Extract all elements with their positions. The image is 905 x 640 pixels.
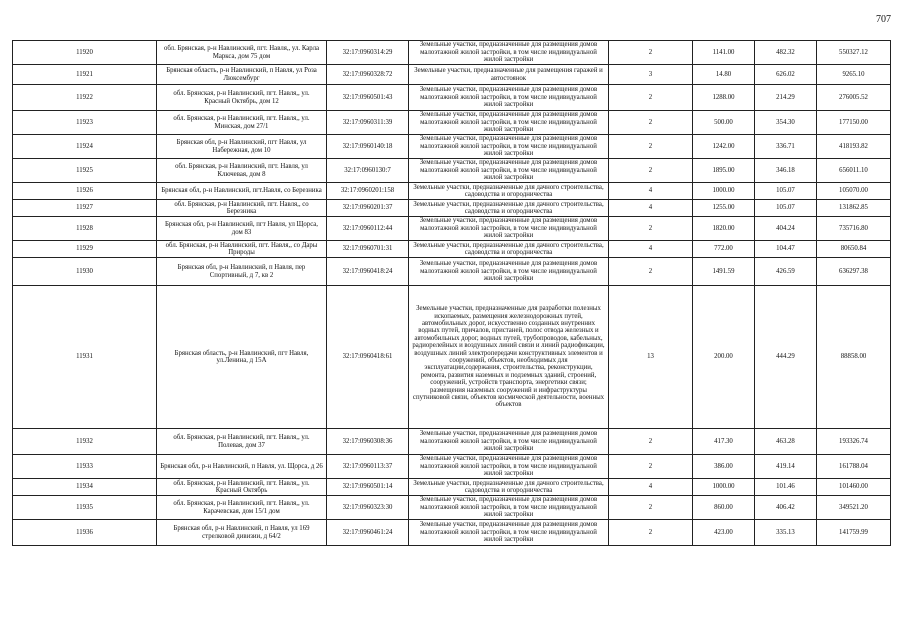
cadastral-number-cell: 32:17:0960308:36 xyxy=(327,429,409,455)
cadastral-value-cell: 735716.80 xyxy=(817,217,891,241)
cadastral-value-cell: 656011.10 xyxy=(817,159,891,183)
cadastral-value-cell: 193326.74 xyxy=(817,429,891,455)
address-cell: Брянская обл, р-н Навлинский, пгт Навля, ул Щорса, дом 83 xyxy=(157,217,327,241)
address-cell: обл. Брянская, р-н Навлинский, пгт. Навля,, ул. Красный Октябрь xyxy=(157,479,327,496)
address-cell: Брянская область, р-н Навлинский, пгт Навля, ул.Ленина, д 15А xyxy=(157,286,327,429)
specific-value-cell: 104.47 xyxy=(755,241,817,258)
address-cell: Брянская обл, р-н Навлинский, п Навля, пер Спортивный, д 7, кв 2 xyxy=(157,258,327,286)
land-use-cell: Земельные участки, предназначенные для дачного строительства, садоводства и огородничества xyxy=(409,183,609,200)
specific-value-cell: 463.28 xyxy=(755,429,817,455)
area-cell: 1000.00 xyxy=(693,479,755,496)
cadastral-number-cell: 32:17:0960328:72 xyxy=(327,65,409,85)
table-row xyxy=(13,429,891,455)
cadastral-value-cell: 418193.82 xyxy=(817,135,891,159)
table-row xyxy=(13,183,891,200)
use-group-cell: 2 xyxy=(609,496,693,520)
row-id-cell: 11925 xyxy=(13,159,157,183)
land-use-cell: Земельные участки, предназначенные для дачного строительства, садоводства и огородничества xyxy=(409,200,609,217)
table-row xyxy=(13,111,891,135)
cadastral-value-cell: 88858.00 xyxy=(817,286,891,429)
use-group-cell: 4 xyxy=(609,479,693,496)
cadastral-number-cell: 32:17:0960501:43 xyxy=(327,85,409,111)
row-id-cell: 11923 xyxy=(13,111,157,135)
specific-value-cell: 419.14 xyxy=(755,455,817,479)
use-group-cell: 2 xyxy=(609,217,693,241)
use-group-cell: 2 xyxy=(609,520,693,546)
table-row xyxy=(13,159,891,183)
use-group-cell: 4 xyxy=(609,183,693,200)
table-row xyxy=(13,217,891,241)
land-use-cell: Земельные участки, предназначенные для размещения домов малоэтажной жилой застройки, в том числе индивидуальной жилой застройки xyxy=(409,496,609,520)
land-use-cell: Земельные участки, предназначенные для размещения домов малоэтажной жилой застройки, в том числе индивидуальной жилой застройки xyxy=(409,217,609,241)
use-group-cell: 2 xyxy=(609,258,693,286)
area-cell: 772.00 xyxy=(693,241,755,258)
specific-value-cell: 105.07 xyxy=(755,183,817,200)
cadastral-number-cell: 32:17:0960130:7 xyxy=(327,159,409,183)
specific-value-cell: 626.02 xyxy=(755,65,817,85)
row-id-cell: 11932 xyxy=(13,429,157,455)
land-use-cell: Земельные участки, предназначенные для размещения домов малоэтажной жилой застройки, в том числе индивидуальной жилой застройки xyxy=(409,258,609,286)
cadastral-value-cell: 101460.00 xyxy=(817,479,891,496)
row-id-cell: 11929 xyxy=(13,241,157,258)
area-cell: 1820.00 xyxy=(693,217,755,241)
specific-value-cell: 346.18 xyxy=(755,159,817,183)
address-cell: обл. Брянская, р-н Навлинский, пгт. Навля,, ул. Минская, дом 27/1 xyxy=(157,111,327,135)
address-cell: Брянская область, р-н Навлинский, п Навля, ул Роза Люксембург xyxy=(157,65,327,85)
address-cell: Брянская обл, р-н Навлинский, п Навля, ул. Щорса, д 26 xyxy=(157,455,327,479)
land-use-cell: Земельные участки, предназначенные для разработки полезных ископаемых, размещения железнодорожных путей, автомобильных дорог, искусственно созданных внутренних водных путей, причалов, пристаней, полос отвода железных и автомобильных дорог, водных путей, трубопроводов, кабельных, радиорелейных и воздушных линий связи и линий радиофикации, воздушных линий электропередачи конструктивных элементов и сооружений, объектов, необходимых для эксплуатации,содержания, строительства, реконструкции, ремонта, развития наземных и подземных зданий, строений, сооружений, устройств транспорта, энергетики связи; размещения наземных сооружений и инфраструктуры спутниковой связи, объектов космической деятельности, военных объектов xyxy=(409,286,609,429)
specific-value-cell: 406.42 xyxy=(755,496,817,520)
specific-value-cell: 101.46 xyxy=(755,479,817,496)
land-use-cell: Земельные участки, предназначенные для размещения домов малоэтажной жилой застройки, в том числе индивидуальной жилой застройки xyxy=(409,111,609,135)
area-cell: 423.00 xyxy=(693,520,755,546)
table-row xyxy=(13,496,891,520)
row-id-cell: 11930 xyxy=(13,258,157,286)
specific-value-cell: 214.29 xyxy=(755,85,817,111)
area-cell: 860.00 xyxy=(693,496,755,520)
cadastral-number-cell: 32:17:0960501:14 xyxy=(327,479,409,496)
cadastral-number-cell: 32:17:0960314:29 xyxy=(327,41,409,65)
area-cell: 1242.00 xyxy=(693,135,755,159)
area-cell: 1288.00 xyxy=(693,85,755,111)
land-use-cell: Земельные участки, предназначенные для размещения домов малоэтажной жилой застройки, в том числе индивидуальной жилой застройки xyxy=(409,135,609,159)
land-use-cell: Земельные участки, предназначенные для дачного строительства, садоводства и огородничества xyxy=(409,479,609,496)
table-row xyxy=(13,200,891,217)
address-cell: обл. Брянская, р-н Навлинский, пгт. Навля, ул Ключевая, дом 8 xyxy=(157,159,327,183)
use-group-cell: 3 xyxy=(609,65,693,85)
row-id-cell: 11936 xyxy=(13,520,157,546)
cadastral-number-cell: 32:17:0960311:39 xyxy=(327,111,409,135)
use-group-cell: 4 xyxy=(609,200,693,217)
area-cell: 1000.00 xyxy=(693,183,755,200)
row-id-cell: 11934 xyxy=(13,479,157,496)
table-row xyxy=(13,85,891,111)
area-cell: 1895.00 xyxy=(693,159,755,183)
area-cell: 1255.00 xyxy=(693,200,755,217)
cadastral-value-cell: 131862.85 xyxy=(817,200,891,217)
use-group-cell: 2 xyxy=(609,429,693,455)
row-id-cell: 11931 xyxy=(13,286,157,429)
row-id-cell: 11928 xyxy=(13,217,157,241)
use-group-cell: 2 xyxy=(609,41,693,65)
address-cell: обл. Брянская, р-н Навлинский, пгт. Навля,, ул. Карла Маркса, дом 75 дом xyxy=(157,41,327,65)
row-id-cell: 11921 xyxy=(13,65,157,85)
table-row xyxy=(13,41,891,65)
table-row xyxy=(13,479,891,496)
use-group-cell: 13 xyxy=(609,286,693,429)
cadastral-value-cell: 9265.10 xyxy=(817,65,891,85)
area-cell: 14.80 xyxy=(693,65,755,85)
specific-value-cell: 444.29 xyxy=(755,286,817,429)
cadastral-number-cell: 32:17:0960113:37 xyxy=(327,455,409,479)
address-cell: Брянская обл, р-н Навлинский, п Навля, ул 169 стрелковой дивизии, д 64/2 xyxy=(157,520,327,546)
cadastral-number-cell: 32:17:0960201:158 xyxy=(327,183,409,200)
land-use-cell: Земельные участки, предназначенные для размещения гаражей и автостоянок xyxy=(409,65,609,85)
table-row xyxy=(13,286,891,429)
cadastral-value-cell: 276005.52 xyxy=(817,85,891,111)
specific-value-cell: 426.59 xyxy=(755,258,817,286)
row-id-cell: 11927 xyxy=(13,200,157,217)
land-use-cell: Земельные участки, предназначенные для размещения домов малоэтажной жилой застройки, в том числе индивидуальной жилой застройки xyxy=(409,41,609,65)
cadastral-value-cell: 177150.00 xyxy=(817,111,891,135)
address-cell: обл. Брянская, р-н Навлинский, пгт. Навля,, со Дары Природы xyxy=(157,241,327,258)
use-group-cell: 2 xyxy=(609,135,693,159)
cadastral-number-cell: 32:17:0960418:24 xyxy=(327,258,409,286)
land-use-cell: Земельные участки, предназначенные для размещения домов малоэтажной жилой застройки, в том числе индивидуальной жилой застройки xyxy=(409,429,609,455)
cadastral-number-cell: 32:17:0960461:24 xyxy=(327,520,409,546)
address-cell: обл. Брянская, р-н Навлинский, пгт. Навля,, ул. Карачевская, дом 15/1 дом xyxy=(157,496,327,520)
cadastral-value-cell: 141759.99 xyxy=(817,520,891,546)
land-use-cell: Земельные участки, предназначенные для размещения домов малоэтажной жилой застройки, в том числе индивидуальной жилой застройки xyxy=(409,159,609,183)
land-use-cell: Земельные участки, предназначенные для размещения домов малоэтажной жилой застройки, в том числе индивидуальной жилой застройки xyxy=(409,455,609,479)
page-number: 707 xyxy=(876,14,891,25)
use-group-cell: 2 xyxy=(609,85,693,111)
address-cell: Брянская обл, р-н Навлинский, пгт.Навля, со Березника xyxy=(157,183,327,200)
specific-value-cell: 336.71 xyxy=(755,135,817,159)
cadastral-value-cell: 105070.00 xyxy=(817,183,891,200)
area-cell: 1141.00 xyxy=(693,41,755,65)
table-row xyxy=(13,135,891,159)
specific-value-cell: 404.24 xyxy=(755,217,817,241)
cadastral-number-cell: 32:17:0960140:18 xyxy=(327,135,409,159)
cadastral-value-cell: 636297.38 xyxy=(817,258,891,286)
table-row xyxy=(13,65,891,85)
land-use-cell: Земельные участки, предназначенные для размещения домов малоэтажной жилой застройки, в том числе индивидуальной жилой застройки xyxy=(409,85,609,111)
cadastral-value-cell: 550327.12 xyxy=(817,41,891,65)
address-cell: обл. Брянская, р-н Навлинский, пгт. Навля,, ул. Красный Октябрь, дом 12 xyxy=(157,85,327,111)
cadastral-value-cell: 161788.04 xyxy=(817,455,891,479)
row-id-cell: 11924 xyxy=(13,135,157,159)
table-row xyxy=(13,455,891,479)
use-group-cell: 4 xyxy=(609,241,693,258)
area-cell: 500.00 xyxy=(693,111,755,135)
row-id-cell: 11922 xyxy=(13,85,157,111)
area-cell: 417.30 xyxy=(693,429,755,455)
cadastral-value-cell: 349521.20 xyxy=(817,496,891,520)
table-row xyxy=(13,258,891,286)
registry-table xyxy=(12,40,891,546)
specific-value-cell: 335.13 xyxy=(755,520,817,546)
land-use-cell: Земельные участки, предназначенные для дачного строительства, садоводства и огородничества xyxy=(409,241,609,258)
use-group-cell: 2 xyxy=(609,455,693,479)
cadastral-number-cell: 32:17:0960112:44 xyxy=(327,217,409,241)
cadastral-value-cell: 80650.84 xyxy=(817,241,891,258)
row-id-cell: 11935 xyxy=(13,496,157,520)
cadastral-number-cell: 32:17:0960323:30 xyxy=(327,496,409,520)
row-id-cell: 11920 xyxy=(13,41,157,65)
specific-value-cell: 482.32 xyxy=(755,41,817,65)
cadastral-number-cell: 32:17:0960201:37 xyxy=(327,200,409,217)
table-row xyxy=(13,520,891,546)
specific-value-cell: 354.30 xyxy=(755,111,817,135)
address-cell: Брянская обл, р-н Навлинский, пгт Навля, ул Набережная, дом 10 xyxy=(157,135,327,159)
cadastral-number-cell: 32:17:0960418:61 xyxy=(327,286,409,429)
address-cell: обл. Брянская, р-н Навлинский, пгт. Навля,, ул. Полевая, дом 37 xyxy=(157,429,327,455)
table-row xyxy=(13,241,891,258)
use-group-cell: 2 xyxy=(609,111,693,135)
row-id-cell: 11926 xyxy=(13,183,157,200)
cadastral-number-cell: 32:17:0960701:31 xyxy=(327,241,409,258)
land-use-cell: Земельные участки, предназначенные для размещения домов малоэтажной жилой застройки, в том числе индивидуальной жилой застройки xyxy=(409,520,609,546)
address-cell: обл. Брянская, р-н Навлинский, пгт. Навля,, со Березника xyxy=(157,200,327,217)
use-group-cell: 2 xyxy=(609,159,693,183)
area-cell: 200.00 xyxy=(693,286,755,429)
area-cell: 386.00 xyxy=(693,455,755,479)
row-id-cell: 11933 xyxy=(13,455,157,479)
specific-value-cell: 105.07 xyxy=(755,200,817,217)
area-cell: 1491.59 xyxy=(693,258,755,286)
